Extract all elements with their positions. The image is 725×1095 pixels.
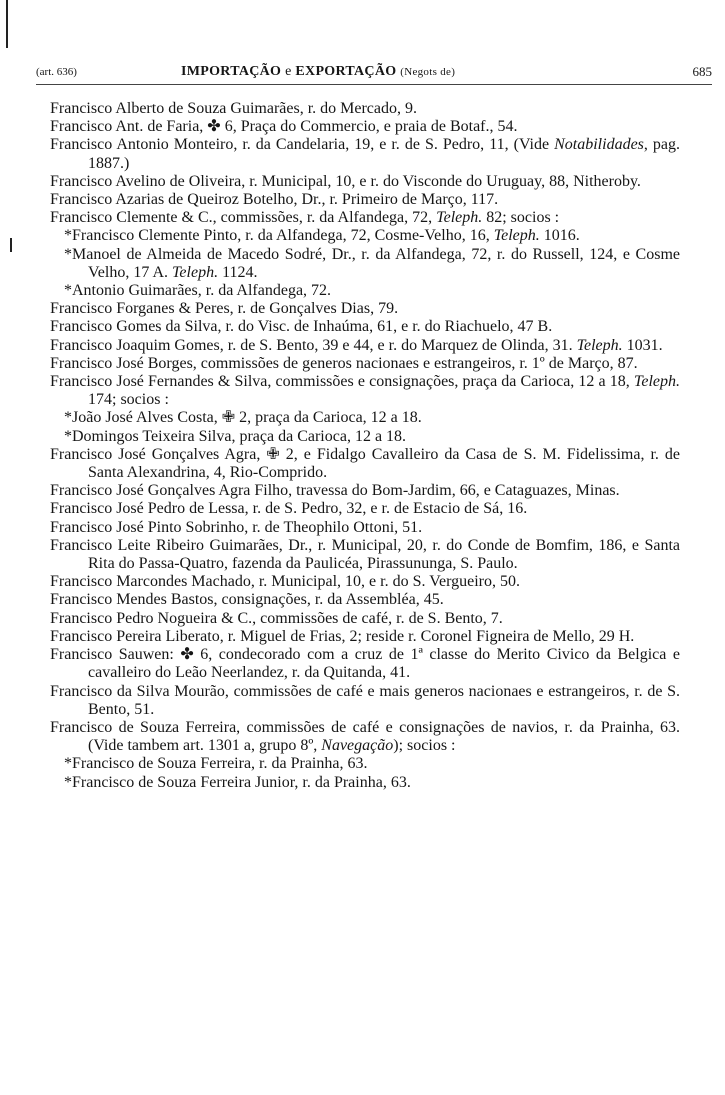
entry-text: Francisco Alberto de Souza Guimarães, r. do Mercado, 9.	[50, 100, 418, 117]
entry-text-cont: ); socios :	[393, 737, 456, 755]
entry-text: *João José Alves Costa, ✙ 2, praça da Carioca, 12 a 18.	[64, 409, 422, 427]
directory-entry	[50, 683, 680, 719]
directory-entry	[50, 173, 680, 191]
directory-entry	[50, 519, 680, 537]
entry-italic: Navegação	[321, 737, 394, 755]
entry-text: Francisco Forganes & Peres, r. de Gonçalves Dias, 79.	[50, 300, 399, 318]
title-exportacao: EXPORTAÇÃO	[295, 64, 397, 79]
entry-text: *Antonio Guimarães, r. da Alfandega, 72.	[64, 282, 332, 300]
entry-italic: Teleph.	[493, 227, 540, 245]
partner-entry	[50, 409, 680, 427]
partner-entry	[50, 755, 680, 773]
entry-text: Francisco de Souza Ferreira, commissões de café e consignações de navios, r. da Prainha, 63. (Vide tambem art. 1301 a, grupo 8º,	[50, 718, 680, 755]
partner-entry	[50, 428, 680, 446]
page-header	[36, 63, 712, 81]
directory-entries	[50, 100, 680, 792]
entry-text: Francisco Joaquim Gomes, r. de S. Bento, 39 e 44, e r. do Marquez de Olinda, 31.	[50, 336, 577, 354]
entry-text: Francisco José Gonçalves Agra, ✙ 2, e Fidalgo Cavalleiro da Casa de S. M. Fidelissima, r. de Santa Alexandrina, 4, Rio-Comprido.	[50, 445, 680, 482]
entry-text: Francisco Leite Ribeiro Guimarães, Dr., r. Municipal, 20, r. do Conde de Bomfim, 186, e Santa Rita do Passa-Quatro, fazenda da Paulicéa, Pirassununga, S. Paulo.	[50, 536, 680, 573]
entry-text: Francisco Pedro Nogueira & C., commissões de café, r. de S. Bento, 7.	[50, 609, 503, 627]
directory-entry	[50, 573, 680, 591]
entry-text: *Domingos Teixeira Silva, praça da Carioca, 12 a 18.	[64, 427, 407, 445]
entry-text-cont: 1031.	[622, 336, 663, 354]
entry-text: Francisco Azarias de Queiroz Botelho, Dr., r. Primeiro de Março, 117.	[50, 191, 499, 209]
entry-text: Francisco Mendes Bastos, consignações, r. da Assembléa, 45.	[50, 591, 444, 609]
entry-text: Francisco Pereira Liberato, r. Miguel de Frias, 2; reside r. Coronel Figneira de Mello, 29 H.	[50, 627, 635, 645]
entry-text: *Manoel de Almeida de Macedo Sodré, Dr., r. da Alfandega, 72, r. do Russell, 124, e Cosme Velho, 17 A.	[64, 245, 680, 281]
entry-text: *Francisco de Souza Ferreira Junior, r. da Prainha, 63.	[64, 773, 411, 791]
directory-entry	[50, 610, 680, 628]
directory-entry	[50, 646, 680, 682]
directory-entry	[50, 482, 680, 500]
partner-entry	[50, 774, 680, 792]
article-ref: (art. 636)	[36, 66, 77, 78]
directory-entry	[50, 118, 680, 136]
directory-entry	[50, 300, 680, 318]
entry-text: Francisco Clemente & C., commissões, r. da Alfandega, 72,	[50, 209, 437, 227]
entry-italic: Notabilidades	[554, 136, 644, 154]
entry-text-cont: 82; socios :	[482, 209, 560, 227]
entry-text-cont: , pag. 1887.)	[88, 136, 681, 172]
entry-text: *Francisco de Souza Ferreira, r. da Prainha, 63.	[64, 755, 368, 773]
directory-entry	[50, 628, 680, 646]
partner-entry	[50, 246, 680, 282]
entry-text: Francisco Avelino de Oliveira, r. Municipal, 10, e r. do Visconde do Uruguay, 88, Nitheroby.	[50, 172, 641, 190]
margin-rule	[6, 0, 8, 48]
directory-entry	[50, 446, 680, 482]
entry-text: Francisco Antonio Monteiro, r. da Candelaria, 19, e r. de S. Pedro, 11, (Vide	[50, 136, 555, 154]
entry-text: Francisco Gomes da Silva, r. do Visc. de Inhaúma, 61, e r. do Riachuelo, 47 B.	[50, 318, 553, 336]
entry-text: *Francisco Clemente Pinto, r. da Alfandega, 72, Cosme-Velho, 16,	[64, 227, 494, 245]
directory-entry	[50, 500, 680, 518]
title-note: (Negots de)	[400, 66, 456, 78]
entry-italic: Teleph.	[172, 263, 219, 281]
title-conjunction: e	[285, 64, 292, 79]
directory-entry	[50, 337, 680, 355]
page-title	[181, 63, 455, 81]
directory-entry	[50, 355, 680, 373]
entry-text: Francisco José Pinto Sobrinho, r. de Theophilo Ottoni, 51.	[50, 518, 423, 536]
title-importacao: IMPORTAÇÃO	[181, 64, 282, 79]
directory-entry	[50, 209, 680, 227]
entry-text: Francisco Marcondes Machado, r. Municipal, 10, e r. do S. Vergueiro, 50.	[50, 573, 520, 591]
entry-text-cont: 174; socios :	[88, 391, 169, 409]
directory-entry	[50, 318, 680, 336]
entry-text: Francisco José Borges, commissões de generos nacionaes e estrangeiros, r. 1º de Março, 87.	[50, 354, 638, 372]
partner-entry	[50, 227, 680, 245]
entry-italic: Teleph.	[576, 336, 623, 354]
page-number: 685	[692, 64, 712, 79]
margin-tick	[10, 238, 12, 252]
entry-text: Francisco da Silva Mourão, commissões de café e mais generos nacionaes e estrangeiros, r. de S. Bento, 51.	[50, 682, 680, 718]
directory-entry	[50, 719, 680, 755]
entry-text-cont: 1016.	[539, 227, 580, 245]
directory-entry	[50, 591, 680, 609]
entry-italic: Teleph.	[633, 373, 680, 391]
entry-text: Francisco Sauwen: ✤ 6, condecorado com a cruz de 1ª classe do Merito Civico da Belgica e cavalleiro do Leão Neerlandez, r. da Quitanda, 41.	[50, 646, 680, 682]
directory-entry	[50, 191, 680, 209]
directory-entry	[50, 100, 680, 118]
directory-entry	[50, 373, 680, 409]
entry-text: Francisco Ant. de Faria, ✤ 6, Praça do Commercio, e praia de Botaf., 54.	[50, 118, 518, 136]
entry-text-cont: 1124.	[218, 263, 258, 281]
partner-entry	[50, 282, 680, 300]
entry-text: Francisco José Pedro de Lessa, r. de S. Pedro, 32, e r. de Estacio de Sá, 16.	[50, 500, 528, 518]
entry-italic: Teleph.	[436, 209, 483, 227]
header-rule	[36, 84, 712, 85]
entry-text: Francisco José Gonçalves Agra Filho, travessa do Bom-Jardim, 66, e Cataguazes, Minas.	[50, 482, 620, 500]
directory-entry	[50, 136, 680, 172]
directory-entry	[50, 537, 680, 573]
entry-text: Francisco José Fernandes & Silva, commissões e consignações, praça da Carioca, 12 a 18,	[50, 373, 634, 391]
